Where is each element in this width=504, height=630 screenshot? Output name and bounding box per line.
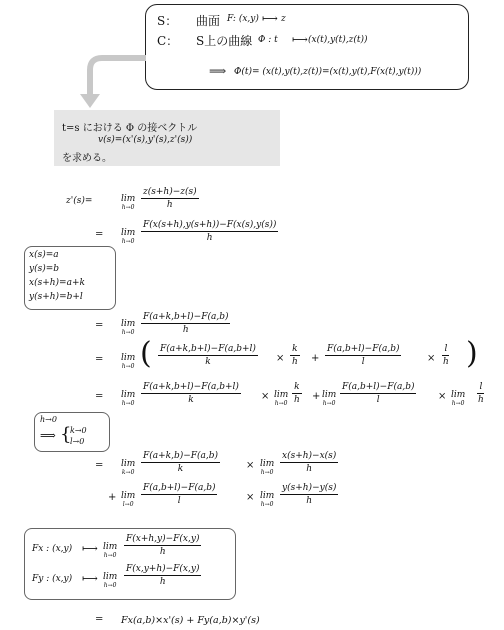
equals-5: =: [95, 391, 104, 402]
equals-6: =: [95, 460, 104, 471]
equals-4: =: [95, 354, 104, 365]
fraction-5k: $\frac{k}{h}$: [294, 382, 300, 405]
fraction-4k: $\frac{k}{h}$: [292, 344, 298, 367]
fraction-3: $\frac{F(a+k,b+l)-F(a,b)}{h}$: [143, 312, 229, 335]
limit-5b: lim h→0: [322, 390, 337, 407]
fraction-6b: $\frac{x(s+h)-x(s)}{h}$: [282, 451, 337, 474]
paren-close: ): [466, 336, 478, 371]
limit-5a: lim h→0: [121, 390, 136, 407]
times-5b: ×: [438, 391, 447, 402]
fraction-2: $\frac{F(x(s+h),y(s+h))-F(x(s),y(s))}{h}$: [143, 220, 277, 243]
connector-arrow-icon: [80, 50, 150, 110]
curve-map: Φ : t: [258, 35, 278, 45]
limit-7b: lim h→0: [260, 491, 275, 508]
times-4b: ×: [427, 353, 436, 364]
surface-map: F: (x,y): [227, 14, 259, 24]
sub-line-3: x(s+h)=a+k: [29, 278, 85, 288]
curve-label: C：: [157, 34, 179, 48]
limit-box-l: l→0: [70, 437, 85, 446]
limit-3: lim h→0: [121, 319, 136, 336]
fraction-5b: $\frac{F(a,b+l)-F(a,b)}{l}$: [342, 382, 415, 405]
limit-6b: lim h→0: [260, 459, 275, 476]
fraction-7b: $\frac{y(s+h)-y(s)}{h}$: [282, 483, 337, 506]
limit-5k: lim h→0: [274, 390, 289, 407]
fraction-5a: $\frac{F(a+k,b+l)-F(a,b+l)}{k}$: [143, 382, 239, 405]
goal-line-2: v(s)=(x'(s),y'(s),z'(s)): [98, 135, 193, 145]
limit-fy: lim h→0: [103, 572, 118, 589]
fraction-fy: $\frac{F(x,y+h)-F(x,y)}{h}$: [126, 564, 200, 587]
fraction-4b: $\frac{F(a,b+l)-F(a,b)}{l}$: [327, 344, 400, 367]
limit-6a: lim k→0: [121, 459, 136, 476]
limit-box-k: k→0: [70, 426, 87, 435]
plus-5: +: [312, 391, 321, 402]
fraction-1: $\frac{z(s+h)-z(s)}{h}$: [143, 187, 197, 210]
surface-label: S：: [157, 14, 178, 28]
sub-line-4: y(s+h)=b+l: [29, 292, 83, 302]
times-7: ×: [246, 492, 255, 503]
times-6: ×: [246, 460, 255, 471]
equals-3: =: [95, 320, 104, 331]
sub-line-1: x(s)=a: [29, 250, 59, 260]
fraction-4l: $\frac{l}{h}$: [443, 344, 449, 367]
equals-final: =: [95, 614, 104, 625]
fx-label: Fx : (x,y): [32, 544, 73, 554]
plus-4: +: [311, 353, 320, 364]
curve-arrow: ⟼: [292, 33, 308, 46]
phi-equation: Φ(t)= (x(t),y(t),z(t))=(x(t),y(t),F(x(t),y(t))): [234, 67, 422, 77]
surface-z: z: [281, 14, 286, 24]
paren-open: (: [140, 336, 152, 371]
curve-text: S上の曲線: [196, 34, 253, 48]
fraction-4a: $\frac{F(a+k,b+l)-F(a,b+l)}{k}$: [160, 344, 256, 367]
fraction-5l: $\frac{l}{h}$: [478, 382, 484, 405]
fy-label: Fy : (x,y): [32, 574, 73, 584]
goal-line-1: t=s における Φ の接ベクトル: [62, 123, 198, 134]
implies-arrow: ⟹: [209, 64, 227, 78]
limit-2: lim h→0: [121, 228, 136, 245]
surface-arrow: ⟼: [262, 12, 278, 25]
final-result: Fx(a,b)×x'(s) + Fy(a,b)×y'(s): [121, 615, 260, 626]
curve-definition-box: [145, 4, 469, 90]
fraction-fx: $\frac{F(x+h,y)-F(x,y)}{h}$: [126, 534, 200, 557]
equals-2: =: [95, 229, 104, 240]
times-4a: ×: [276, 353, 285, 364]
sub-line-2: y(s)=b: [29, 264, 60, 274]
fraction-7a: $\frac{F(a,b+l)-F(a,b)}{l}$: [143, 483, 216, 506]
limit-1: lim h→0: [121, 194, 136, 211]
fraction-6a: $\frac{F(a+k,b)-F(a,b)}{k}$: [143, 451, 219, 474]
limit-box-brace: {: [60, 424, 72, 445]
plus-7: +: [108, 492, 117, 503]
lhs-zprime: z'(s)=: [66, 196, 93, 206]
limit-4: lim h→0: [121, 353, 136, 370]
fx-arrow: ⟼: [82, 542, 98, 555]
surface-text: 曲面: [196, 14, 221, 28]
limit-fx: lim h→0: [103, 542, 118, 559]
times-5a: ×: [261, 391, 270, 402]
goal-line-3: を求める。: [62, 153, 112, 164]
curve-rhs: (x(t),y(t),z(t)): [308, 35, 368, 45]
fy-arrow: ⟼: [82, 572, 98, 585]
limit-7a: lim l→0: [121, 491, 136, 508]
limit-5l: lim h→0: [451, 390, 466, 407]
limit-box-top: h→0: [40, 415, 57, 424]
limit-box-arrow: ⟹: [40, 429, 56, 442]
